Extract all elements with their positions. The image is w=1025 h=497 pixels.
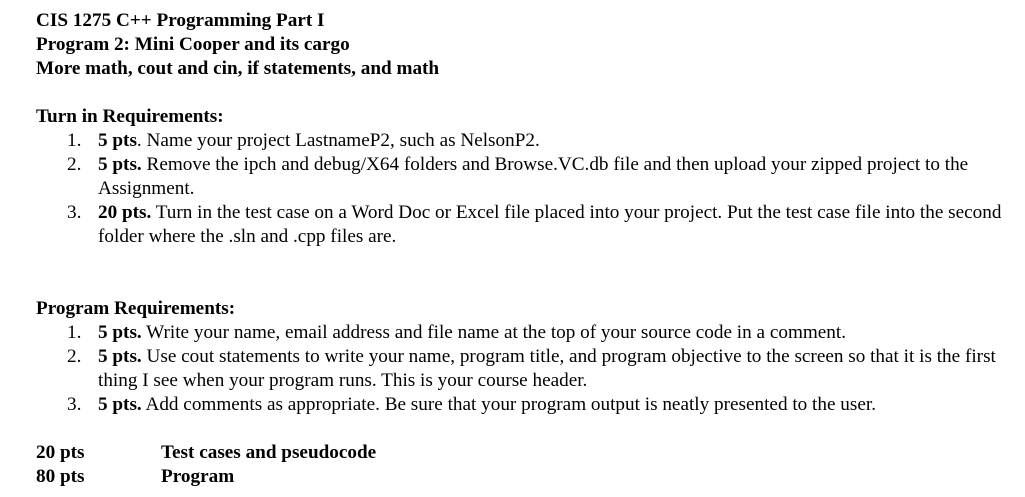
score-points: 80 pts: [36, 466, 85, 487]
list-item: [36, 129, 1006, 153]
list-number: 1.: [67, 322, 82, 343]
requirement-text: Add comments as appropriate. Be sure that your program output is neatly presented to the user.: [141, 394, 876, 415]
program-topics: More math, cout and cin, if statements, and math: [36, 58, 440, 79]
score-row: [36, 465, 1006, 489]
list-item: [36, 153, 1006, 201]
list-item: [36, 321, 1006, 345]
list-item: [36, 345, 1006, 393]
turn-in-list: [36, 129, 1006, 249]
requirement-text: Write your name, email address and file name at the top of your source code in a comment.: [141, 322, 847, 343]
program-requirements-heading: Program Requirements:: [36, 298, 236, 319]
list-number: 3.: [67, 202, 82, 223]
list-item: [36, 393, 1006, 417]
requirement-text: Remove the ipch and debug/X64 folders and Browse.VC.db file and then upload your zipped project to the Assignment.: [98, 154, 969, 199]
list-number: 2.: [67, 154, 82, 175]
list-number: 3.: [67, 394, 82, 415]
points-label: 5 pts.: [98, 322, 142, 343]
course-title: CIS 1275 C++ Programming Part I: [36, 10, 325, 31]
points-label: 5 pts.: [98, 154, 142, 175]
requirement-text: Turn in the test case on a Word Doc or Excel file placed into your project. Put the test case file into the second folder where the .sln and .cpp files are.: [98, 202, 1002, 247]
score-row: [36, 441, 1006, 465]
score-label: Program: [161, 466, 235, 487]
score-label: Test cases and pseudocode: [161, 442, 377, 463]
points-label: 20 pts.: [98, 202, 152, 223]
turn-in-heading: Turn in Requirements:: [36, 106, 224, 127]
list-item: [36, 201, 1006, 249]
points-label: 5 pts.: [98, 394, 142, 415]
program-requirements-list: [36, 321, 1006, 417]
requirement-text: . Name your project LastnameP2, such as NelsonP2.: [136, 130, 540, 151]
list-number: 1.: [67, 130, 82, 151]
score-points: 20 pts: [36, 442, 85, 463]
list-number: 2.: [67, 346, 82, 367]
points-label: 5 pts: [98, 130, 137, 151]
document-page: [36, 9, 1006, 489]
requirement-text: Use cout statements to write your name, program title, and program objective to the screen so that it is the first thing I see when your program runs. This is your course header.: [98, 346, 996, 391]
program-title: Program 2: Mini Cooper and its cargo: [36, 34, 350, 55]
points-label: 5 pts.: [98, 346, 142, 367]
